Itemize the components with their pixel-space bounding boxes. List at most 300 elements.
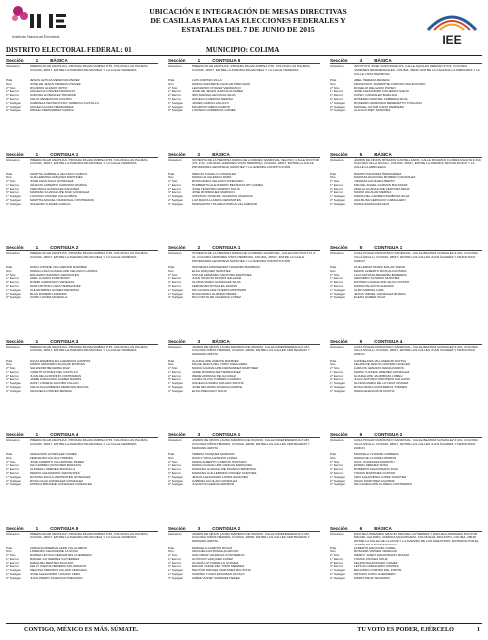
- officer-name: MARGARITA YOLANDA PARGA VILLASEÑOR: [192, 202, 257, 206]
- officer-name: IRIS MARINA LECHUGA SILVA: [192, 94, 236, 98]
- ubicacion-text: PREESCOLAR ANAHUAC, PRIVADA PALMA RUBINA # 55, COLONIA LAS PALMAS, COLIMA, 28017, ENTRE LA AVENIDA PALMA REAL Y LA CALLE CERRADA: [30, 345, 149, 353]
- ubicacion-label: Ubicación: [330, 251, 344, 255]
- officer-name: EDUARDO ZAMORA CERVANTES: [30, 273, 79, 277]
- officer-role: 3° Escrut: [6, 378, 19, 382]
- officer-role: Srio: [330, 363, 336, 367]
- section-heading: [6, 432, 158, 438]
- officer-row: [168, 203, 320, 207]
- officer-role: 1° Escrut: [6, 557, 19, 561]
- officer-role: Pdte: [168, 79, 175, 82]
- ubicacion-label: Ubicación: [330, 438, 344, 442]
- officer-role: 1° Suplgen: [168, 382, 184, 386]
- officer-role: 1° Suplgen: [168, 288, 184, 292]
- ubicacion-label: Ubicación: [6, 64, 20, 68]
- officer-role: 2° Srio: [330, 86, 340, 90]
- ubicacion-label: Ubicación: [330, 157, 344, 162]
- section-label: Sección: [330, 525, 348, 531]
- officer-role: 2° Srio: [168, 554, 178, 558]
- section-heading: [330, 245, 482, 251]
- officer-name: MARIA DE LA MORA MORFIN: [354, 456, 397, 460]
- officer-role: 2° Suplgen: [330, 292, 346, 296]
- officer-role: 1° Escrut: [330, 370, 343, 374]
- officer-role: Pdte: [330, 266, 337, 269]
- document-title: [98, 7, 398, 34]
- officer-name: LORENZO ALEJANDRE LA ROSA: [30, 550, 78, 554]
- officer-role: 3° Escrut: [168, 191, 181, 195]
- officer-name: MARTA PEÑA TEODORO: [354, 576, 390, 580]
- officer-row: [168, 577, 320, 581]
- casilla-type: CONTIGUA 2: [212, 525, 241, 531]
- officer-role: 1° Escrut: [330, 277, 343, 281]
- officer-role: 3° Suplgen: [168, 296, 184, 300]
- section-heading: [330, 432, 482, 438]
- officer-role: 2° Escrut: [330, 281, 343, 285]
- officer-name: JOSE EDUARDO RIVERA DUARTE: [192, 386, 243, 390]
- column-2: [168, 58, 320, 620]
- officer-role: Pdte: [6, 359, 13, 363]
- ubicacion-text: PREESCOLAR ANAHUAC, PRIVADA PALMA RUBINA # 55, COLONIA LAS PALMAS, COLIMA, 28017, ENTRE LA AVENIDA PALMA REAL Y LA CALLE CERRADA: [30, 158, 149, 166]
- section-label: Sección: [6, 525, 24, 531]
- officer-name: LUIS CORTES VILLA: [192, 79, 222, 82]
- officer-name: EDGAR YAZAE DEL TORO MENDEZ: [192, 565, 245, 569]
- officer-role: 2° Escrut: [168, 374, 181, 378]
- officer-row: [330, 483, 482, 487]
- section-block: [6, 58, 158, 148]
- officer-role: 2° Escrut: [6, 187, 19, 191]
- officer-name: MARIANA GUILLERMINA CHAVEZ SANCHEZ: [192, 471, 257, 475]
- officer-row: [168, 296, 320, 300]
- officer-name: LUCINDA CARDENAS GOMEZ: [192, 109, 236, 113]
- section-number: 2: [197, 245, 201, 250]
- officer-name: GABRIEL AGUILAR GONZALEZ: [192, 479, 238, 483]
- title-line-2: DE CASILLAS PARA LAS ELECCIONES FEDERALES Y: [150, 16, 346, 25]
- officer-role: 1° Escrut: [6, 370, 19, 374]
- ubicacion-label: Ubicación: [6, 531, 20, 536]
- officer-role: 3° Escrut: [168, 471, 181, 475]
- page-header: [6, 2, 482, 50]
- ubicacion-text: CASA HOGAR FRANCISCO SANDOVAL, CALLE BEATRIZ GONZÁLEZ # 210, COLONIA VILLA IZCALLI, COLIMA, 28017, ENTRE LAS CALLES JUAN ÁLVAREZ Y FRANCISCO ZARCO: [354, 439, 478, 450]
- section-block: [6, 245, 158, 335]
- section-number: 6: [359, 432, 363, 437]
- municipio-label: MUNICIPIO: COLIMA: [206, 46, 280, 54]
- officer-role: 1° Suplgen: [168, 101, 184, 105]
- officer-name: JOSE DE JESUS CEPEDA CHAVEZ: [30, 82, 81, 86]
- sections-grid: [6, 58, 482, 620]
- section-number: 4: [359, 58, 363, 63]
- officer-name: JESUS LETICIA MENDOZA PEREZ: [30, 79, 80, 82]
- officer-role: 3° Escrut: [330, 284, 343, 288]
- officer-role: 3° Escrut: [330, 97, 343, 101]
- officer-name: JOSE DE JESUS GARCIA ALVAREZ: [192, 90, 243, 94]
- officer-name: ADEL LLAMAS ZAMORANO: [30, 277, 70, 281]
- officer-name: SOLEDAD JUAREZ GARCIA: [30, 202, 71, 206]
- officer-name: FRANCISCO JAVIERTHE CORONO MALDONADO: [354, 82, 426, 86]
- ubicacion-row: [6, 439, 158, 451]
- officer-name: MARIO AGUILAR MEDINA: [354, 191, 392, 195]
- section-label: Sección: [6, 58, 24, 63]
- officer-name: EDUARDO CORTES DEL PORTE: [354, 569, 402, 573]
- officer-role: 1° Escrut: [6, 183, 19, 187]
- casilla-type: CONTIGUA 4: [374, 338, 403, 344]
- officer-name: MARIA PALACIOS ALEGRIA: [354, 284, 394, 288]
- officer-name: SALVADOR BECERRA DIAZ: [30, 367, 70, 371]
- officer-role: Pdte: [330, 79, 337, 82]
- district-label: DISTRITO ELECTORAL FEDERAL: 01: [6, 46, 132, 54]
- officer-name: NANCY PAOLA ESPINO LOPEZ: [192, 456, 238, 460]
- section-label: Sección: [330, 245, 348, 250]
- section-block: [330, 526, 482, 616]
- officer-role: 1° Suplgen: [330, 101, 346, 105]
- officer-name: GLORIA LIZ CARRILLO CHAVEZ: [192, 561, 239, 565]
- officer-name: ROSA MARIA VELASCO PRECIADO: [192, 180, 244, 184]
- officer-name: JUAN DELIA MORFIN CONTRERAS: [30, 374, 82, 378]
- officer-name: ANGELICA MEDINA MEDINA: [192, 97, 234, 101]
- officer-name: RAFAEL GUTIERREZ GUTIERREZ: [30, 557, 80, 561]
- officer-role: 1° Escrut: [330, 90, 343, 94]
- officer-role: 1° Escrut: [168, 370, 181, 374]
- column-1: [6, 58, 158, 620]
- ubicacion-row: [168, 439, 320, 451]
- officer-name: TOMAS CHAVEZ CRUZ: [354, 557, 388, 561]
- officer-name: GUSTAVO VAZQUEZ LOPEZ: [192, 557, 233, 561]
- officer-name: ANGELICA CHAVEZ MANZANO: [30, 90, 75, 94]
- officer-name: JOSE ANASTACIA GONZALEZ: [30, 180, 74, 184]
- section-block: [330, 152, 482, 242]
- officer-role: 3° Escrut: [6, 565, 19, 569]
- section-block: [168, 339, 320, 429]
- officer-role: Srio: [168, 82, 174, 86]
- officer-role: 3° Escrut: [330, 471, 343, 475]
- ubicacion-label: Ubicación: [330, 531, 344, 536]
- section-label: Sección: [168, 432, 186, 437]
- officer-role: 2° Srio: [330, 367, 340, 371]
- section-block: [168, 245, 320, 335]
- officer-name: FERNANDO ROSALES RAMOS: [192, 284, 238, 288]
- officer-role: 1° Suplgen: [168, 569, 184, 573]
- ubicacion-label: Ubicación: [330, 64, 344, 68]
- officer-name: LEONARDO CHAVEZ VERDUZCO: [192, 86, 241, 90]
- section-label: Sección: [168, 151, 186, 157]
- officer-name: GLORIA MARIA DE LA CRUZ CHAVEZ: [354, 382, 409, 386]
- section-heading: [330, 339, 482, 345]
- officer-role: 3° Escrut: [168, 565, 181, 569]
- officer-name: ABEL HEREDIA BADEÑA: [354, 79, 390, 82]
- section-number: 3: [197, 338, 201, 344]
- officer-name: MARIA LUISA GUADALUPE VELASCO LAPARA: [30, 269, 98, 273]
- officer-role: Srio: [168, 363, 174, 367]
- officer-role: 2° Suplgen: [168, 105, 184, 109]
- officer-role: 2° Suplgen: [6, 386, 22, 390]
- officer-role: 2° Suplgen: [6, 479, 22, 483]
- officer-role: 2° Srio: [6, 86, 16, 90]
- officer-name: ZAIR ANTONIO LARA HERNANDEZ: [30, 284, 81, 288]
- section-number: 3: [197, 432, 201, 437]
- section-number: 1: [35, 338, 39, 344]
- officer-name: ALICIA FURET SANCHEZ: [354, 109, 391, 113]
- officer-name: ZUHEY GONZALEZ BARAJAS: [354, 94, 397, 98]
- officer-name: SANDRA YULEH ESCOBAR VACILIO: [192, 573, 245, 577]
- officer-role: 2° Suplgen: [168, 292, 184, 296]
- officer-name: MARIA ZARAGOZA DIAZ: [354, 202, 390, 206]
- section-number: 2: [197, 151, 201, 157]
- officer-name: MA GUADALUPE FLORES CONTRERAS: [354, 483, 412, 487]
- officer-name: MARIA YULINDA JIMENEZ GONZALEZ: [354, 370, 410, 374]
- section-number: 5: [359, 338, 363, 344]
- ubicacion-label: Ubicación: [6, 438, 20, 442]
- officer-name: HUMBERTO ALEJANDRO BETANCOURT GOMEZ: [192, 183, 263, 187]
- ubicacion-row: [330, 439, 482, 451]
- officer-role: 2° Suplgen: [6, 105, 22, 109]
- section-heading: [330, 58, 482, 64]
- officer-role: 3° Suplgen: [168, 202, 184, 206]
- officer-role: 1° Suplgen: [168, 195, 184, 199]
- officer-name: ARIA ALEJANDRA LOPEZ SANCHEZ: [354, 475, 407, 479]
- officer-name: MONICA BRIANDE GONZALEZ GONZALEZ: [30, 483, 92, 487]
- officer-role: 2° Suplgen: [168, 573, 184, 577]
- officer-role: 1° Suplgen: [6, 195, 22, 199]
- officer-role: 3° Suplgen: [330, 483, 346, 487]
- ubicacion-text: OCHENTA DE LA HEROÍNA MARÍA DE LOURDES SANDOVAL, CALLE DOCTOR 473, # 31, COLONIA JARDINES VISTA HERMOSA, COLIMA, 28017, ENTRE LA CALLE PROFESORA GENOVEVA SÁNCHEZ Y LA AVENIDA CONSTITUCIÓN: [192, 252, 316, 263]
- officer-role: 3° Suplgen: [330, 202, 346, 206]
- casilla-type: BÁSICA: [374, 58, 392, 63]
- officer-name: MARITZA EQUIVIÑA MORENO GONZALEZ: [354, 176, 416, 180]
- officer-role: 3° Suplgen: [330, 109, 346, 113]
- ubicacion-text: JARDÍN DE NIÑOS LAURA MARRÓN DE OSORIO, CALLE INDEPENDENCIA # 267, COLONIA NIÑOS HÉROES, COLIMA, 28030, ENTRE LAS CALLES CENTENARIO Y MARIANO ARISTA: [192, 532, 311, 544]
- officer-role: 1° Escrut: [168, 557, 181, 561]
- ubicacion-row: [6, 252, 158, 264]
- ubicacion-label: Ubicación: [330, 344, 344, 349]
- officer-name: ROSA OLGA GONZALEZ GONZALEZ: [30, 479, 83, 483]
- ubicacion-row: [6, 533, 158, 545]
- officer-name: JESUS ALEJANDRO LOPEZ SANCHEZ: [192, 475, 248, 479]
- officer-name: GLORIA MARIA GONZALEZ SILVA: [192, 281, 241, 285]
- officer-role: 1° Escrut: [168, 464, 181, 468]
- footer-slogan-left: CONTIGO, MÉXICO ES MÁS. SÚMATE.: [24, 626, 139, 633]
- officer-role: 2° Escrut: [330, 94, 343, 98]
- officer-name: ROSENDO ARMANDO BENEDETTO TOSCANO: [354, 101, 422, 105]
- officer-role: 2° Suplgen: [168, 386, 184, 390]
- officer-role: 3° Escrut: [330, 565, 343, 569]
- section-heading: [168, 152, 320, 158]
- officer-role: 2° Escrut: [6, 468, 19, 472]
- officer-name: YANETH CHAVEZ DEL CASTILLO: [30, 370, 79, 374]
- officer-role: 1° Suplgen: [330, 475, 346, 479]
- section-label: Sección: [330, 151, 348, 157]
- officer-role: 1° Escrut: [168, 90, 181, 94]
- officer-name: OFELIA GUADALUPE VENTURA PEÑA: [354, 187, 410, 191]
- officer-role: 1° Escrut: [330, 183, 343, 187]
- ubicacion-text: JARDÍN DE NIÑOS LAURA MARRÓN DE OSORIO, CALLE INDEPENDENCIA # 267, COLONIA NIÑOS HÉROES, COLIMA, 28030, ENTRE LAS CALLES CENTENARIO Y MARIANO ARISTA: [192, 439, 311, 450]
- officer-name: LETICIA CABALLERO CORTES: [354, 565, 399, 569]
- officer-name: ADRIANA MINERVA LEPE VILLALOBOS: [30, 546, 87, 550]
- officer-name: GABRIELA HESTENYATAY ARREOLA CASTILLO: [30, 101, 100, 105]
- title-line-3: ESTATALES DEL 7 DE JUNIO DE 2015: [181, 25, 315, 34]
- officer-role: 1° Escrut: [168, 183, 181, 187]
- ubicacion-text: PREESCOLAR ANAHUAC, PRIVADA PALMA RUBINA # 55, COLONIA LAS PALMAS, COLIMA, 28017, ENTRE LA AVENIDA PALMA REAL Y LA CALLE CERRADA: [30, 439, 149, 446]
- section-heading: [330, 152, 482, 158]
- ubicacion-text: ESCUELA PRIMARIA GRACIO MANUEL GUTIÉRREZ Y ESCUELA PRIMARIA DOCTOR MIGUEL GALINDO, AVENIDA MALDONADO, COLONIA EL MOLINITO, COLIMA, 28018, ENTRE LA CALLE DE LA CRUZ Y LA AVENIDA DE LOS MAESTROS, ENTRADA POR EL: [354, 532, 479, 544]
- officer-name: MAURICIO RIERA RAMOS: [192, 105, 230, 109]
- officer-name: MA DE JESUS DEL TORO OSEGUERA: [192, 363, 248, 367]
- officer-name: MARIA ALBERTO CAMPOS HURTADO: [192, 460, 247, 464]
- officer-name: EFREN JIMENEZ SOSA: [354, 464, 389, 468]
- officer-name: ALBERTO ESQUIVEL OUREL: [354, 546, 397, 550]
- officer-role: 2° Escrut: [168, 281, 181, 285]
- officer-name: PEDRO ALEJANDRO CERVANTES: [30, 471, 80, 475]
- officer-role: 3° Suplgen: [6, 483, 22, 487]
- officer-role: 3° Escrut: [168, 97, 181, 101]
- officer-name: JULIAN FIGUEROA ARRIZON: [192, 483, 235, 487]
- ubicacion-text: INSTITUTO JOSÉ VASCONCELOS, CALLE AQUILES SERDÁN # 573, COLONIA JARDINES RESIDENCIALES, COLIMA, 28030, ENTRE LA CALZADA LA ARBOLEDA Y LA CALLE VISTA HERMOSA: [354, 65, 480, 76]
- ubicacion-text: JARDÍN DE NIÑOS LAURA MARRÓN DE OSORIO, CALLE INDEPENDENCIA # 267, COLONIA NIÑOS HÉROES, COLIMA, 28030, ENTRE LAS CALLES CENTENARIO Y MARIANO ARISTA: [192, 345, 311, 357]
- officer-role: 3° Suplgen: [330, 296, 346, 300]
- officer-role: 2° Suplgen: [6, 573, 22, 577]
- section-block: [6, 152, 158, 242]
- officer-name: RICARDO ALFARO ORTIZ: [30, 86, 68, 90]
- section-label: Sección: [6, 151, 24, 157]
- officer-name: GRACIELA CHAVEZ ZEPEDA: [30, 389, 72, 393]
- ubicacion-label: Ubicación: [168, 531, 182, 536]
- officer-name: ROSALBA VIRGEN VENEGAS: [354, 550, 397, 554]
- ine-logo-sub: Instituto Nacional Electoral: [12, 34, 60, 39]
- officer-role: 1° Suplgen: [330, 569, 346, 573]
- officer-name: DAISY LORENA JACOBO FILLIAN: [30, 382, 79, 386]
- officer-name: CARLOS GENARO MARIA RAMOS: [354, 367, 404, 371]
- ubicacion-label: Ubicación: [168, 157, 182, 162]
- officer-role: Pdte: [168, 546, 175, 550]
- officer-role: 3° Escrut: [6, 284, 19, 288]
- officer-name: AIMEE VIANEY RAMIREZ PEREZ: [192, 576, 240, 580]
- section-block: [6, 339, 158, 429]
- officer-name: MARIA NAZARETE AGUILAR PRECIADO: [192, 82, 251, 86]
- officer-role: 2° Suplgen: [330, 573, 346, 577]
- casilla-type: CONTIGUA 1: [212, 245, 241, 250]
- officer-role: Srio: [168, 456, 174, 460]
- casilla-type: BÁSICA: [212, 151, 230, 157]
- ubicacion-row: [6, 159, 158, 171]
- officer-name: MARCELA YVONNE CARRERA: [354, 453, 399, 456]
- officer-name: NORMA LETICIA CERVANTES GUERRERO: [30, 554, 92, 558]
- officer-name: CRISTIAN JUVENAL VALENCIA VALENCIA: [192, 195, 253, 199]
- officer-name: MARIA GUADALUPE VARGAS ENRIQUEZ: [192, 464, 252, 468]
- officer-role: 2° Escrut: [330, 561, 343, 565]
- officer-name: MISAEL HERNANDEZ GARCIA: [30, 109, 75, 113]
- officer-name: FELIPE DE JESUS CANTERO ACEVES: [354, 363, 410, 367]
- officer-role: 2° Suplgen: [330, 479, 346, 483]
- officer-role: Pdte: [6, 546, 13, 550]
- officer-name: JUAN IGNACIO MUÑOZ SALAZAR: [192, 277, 242, 281]
- officer-role: 2° Srio: [168, 460, 178, 464]
- section-block: [168, 58, 320, 148]
- officer-role: Pdte: [6, 453, 13, 456]
- officer-name: CELIA AGUAMBRINA PEDROZA MACIAS: [30, 386, 89, 390]
- officer-role: Srio: [6, 176, 12, 180]
- section-heading: [168, 339, 320, 345]
- officer-name: MA CARMEN QUIÑONES BARAJAS: [30, 464, 82, 468]
- casilla-type: BÁSICA: [374, 151, 392, 157]
- officer-row: [6, 203, 158, 207]
- ubicacion-row: [330, 159, 482, 171]
- ubicacion-text: PREESCOLAR ANAHUAC, PRIVADA PALMA RUBINA # 55, COLONIA LAS PALMAS, COLIMA, 28017, ENTRE LA AVENIDA PALMA REAL Y LA CALLE CERRADA: [30, 252, 149, 259]
- officer-name: LAURA OLIVIA TORRES GUZMAN: [192, 378, 241, 382]
- officer-name: VERONICA GONZALEZ SANCHEZ: [30, 187, 80, 191]
- officer-name: LUCIANO CHAVEZ VILLALOBOS: [30, 195, 77, 199]
- officer-role: 2° Suplgen: [6, 292, 22, 296]
- section-heading: [168, 58, 320, 64]
- officer-name: JUAN PEDRO VALENCIA PRECIADO: [30, 576, 83, 580]
- officer-name: FELIPE MALDONADO GOMEZ: [354, 561, 398, 565]
- officer-name: JESUS ISRAEL GONZALEZ RIVERA: [354, 292, 406, 296]
- officer-role: Pdte: [168, 172, 175, 176]
- officer-row: [6, 390, 158, 394]
- officer-role: 3° Escrut: [6, 191, 19, 195]
- ubicacion-row: [330, 346, 482, 358]
- section-number: 5: [359, 245, 363, 250]
- officer-name: RAMON SANCHEZ HERNANDEZ: [354, 172, 402, 176]
- officer-role: Srio: [330, 269, 336, 273]
- casilla-type: BÁSICA: [50, 58, 68, 63]
- officer-name: JOSE ALEJANDRO FIGUEROA SAETA: [354, 90, 409, 94]
- officer-name: JOSE TEODORO MARINO SOLIS: [192, 187, 240, 191]
- officer-role: 3° Suplgen: [6, 109, 22, 113]
- officer-name: GREGORIO GONZALEZ GOMEZ: [30, 453, 77, 456]
- officer-role: 2° Srio: [330, 180, 340, 184]
- officer-role: 2° Srio: [6, 367, 16, 371]
- officer-role: 2° Escrut: [330, 374, 343, 378]
- officer-role: 1° Suplgen: [6, 101, 22, 105]
- officer-name: KELLY DAFINA HEREDIA SOLORZANO: [30, 565, 87, 569]
- officer-name: CELIO ARMEJICOS CASTRO: [30, 97, 72, 101]
- officer-name: YESENIA AGUILERA BERTO: [354, 180, 395, 184]
- officer-name: ELSA PRECIADO SOLIS: [192, 389, 227, 393]
- section-block: [330, 339, 482, 429]
- section-block: [168, 152, 320, 242]
- officer-name: ELENA GOMEZ SILVA: [354, 296, 386, 300]
- officer-name: IGNACIO ALBERTO CARDOZO RIVERA: [30, 183, 87, 187]
- officer-role: 3° Suplgen: [168, 109, 184, 113]
- officer-name: ELSA VAZQUEZ SANCHEZ: [192, 269, 231, 273]
- section-number: 1: [35, 525, 39, 531]
- officer-name: TERESA VAZQUEZ MARIANO: [192, 453, 235, 456]
- officer-name: IRENE ADRIANA DE ALCARAZ: [192, 374, 236, 378]
- officer-name: JOSE ALBERTO VILLARRUEL PEREZ: [30, 460, 84, 464]
- officer-name: CANDELARIA VILLASEÑOR OCHOA: [354, 359, 407, 363]
- officer-name: MA GUADALUPE HUERTA MONTERO: [192, 288, 247, 292]
- officer-name: GRACIELA ESTRADA ALARCON: [192, 550, 239, 554]
- officer-role: Srio: [168, 176, 174, 180]
- officer-role: Srio: [330, 82, 336, 86]
- officer-name: LUZ MARIA LLAMAS CERVANTES: [192, 199, 241, 203]
- officer-name: NOEMI CARRASCO VENEGAS: [30, 281, 75, 285]
- officer-name: ZAIRO LIZAMA MANZILLA: [30, 296, 68, 300]
- officer-role: 2° Escrut: [6, 281, 19, 285]
- officer-name: ANA BLISA CERVACIO CABALLERO: [354, 199, 406, 203]
- section-number: 1: [35, 432, 39, 437]
- officer-name: MARTHA ARACELI MADRIGAL CONTRERAS: [30, 199, 94, 203]
- ubicacion-label: Ubicación: [168, 438, 182, 442]
- officer-name: MARIANA GUADALUPE DIAZ GONZALEZ: [30, 191, 90, 195]
- ubicacion-row: [168, 159, 320, 171]
- officer-name: WENDY JANET MALDONADO MUÑOZ: [354, 554, 410, 558]
- ubicacion-row: [168, 252, 320, 264]
- officer-role: 1° Suplgen: [6, 288, 22, 292]
- ubicacion-row: [330, 65, 482, 77]
- title-line-1: UBICACIÓN E INTEGRACIÓN DE MESAS DIRECTIVAS: [149, 7, 347, 16]
- officer-name: GUILLERMINA VAZQUEZ MARTINEZ: [30, 176, 83, 180]
- officer-name: ESTHER GUADALUPE SILVA CASTRO: [354, 281, 410, 285]
- officer-name: SAUL GONZALEZ ESPIRITU: [354, 460, 395, 464]
- officer-role: 2° Escrut: [168, 94, 181, 98]
